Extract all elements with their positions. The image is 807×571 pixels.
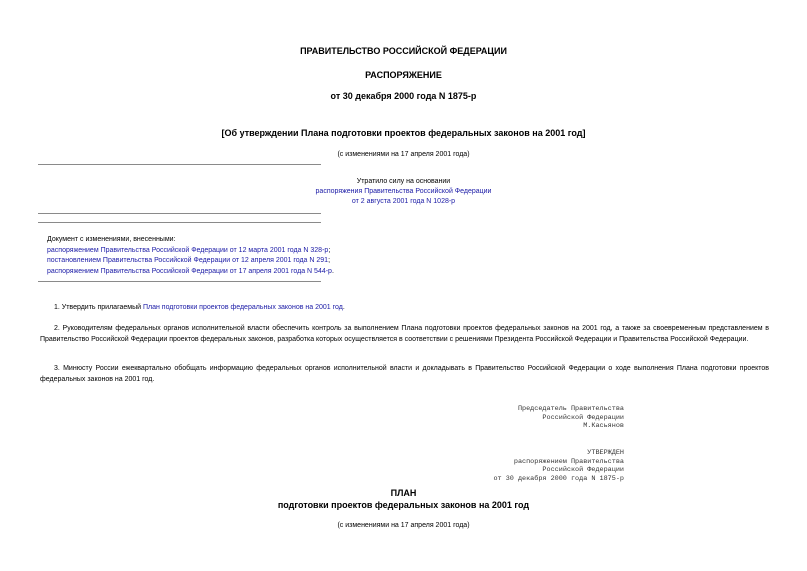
paragraph-3: 3. Минюсту России ежеквартально обобщать информацию федеральных органов исполнительной власти и докладывать в Правительство Российской Федерации о ходе выполнения Плана подготовки проектов федеральных законов на 2001 год. [40,365,769,383]
approval-date: от 30 декабря 2000 года N 1875-р [493,474,624,483]
paragraph-1: 1. Утвердить прилагаемый План подготовки проектов федеральных законов на 2001 год. [54,304,345,311]
validity-link-decree[interactable]: распоряжения Правительства Российской Федерации [315,188,492,195]
approval-block [420,449,624,483]
signature-block [420,405,624,431]
document-type-heading: РАСПОРЯЖЕНИЕ [365,70,442,80]
changes-link[interactable]: распоряжением Правительства Российской Федерации от 17 апреля 2001 года N 544-р [47,267,332,275]
changes-item: распоряжением Правительства Российской Федерации от 12 марта 2001 года N 328-р; [47,246,331,254]
changes-link[interactable]: постановлением Правительства Российской Федерации от 12 апреля 2001 года N 291 [47,257,329,264]
amendment-note: (с изменениями на 17 апреля 2001 года) [337,151,470,158]
government-heading: ПРАВИТЕЛЬСТВО РОССИЙСКОЙ ФЕДЕРАЦИИ [300,46,507,56]
divider [38,213,321,214]
validity-note: Утратило силу на основании [356,178,451,185]
signature-position: Председатель Правительства [517,405,624,413]
document-title: [Об утверждении Плана подготовки проектов федеральных законов на 2001 год] [221,128,586,138]
approval-decree: распоряжением Правительства [513,457,624,466]
paragraph-2: 2. Руководителям федеральных органов исполнительной власти обеспечить контроль за выполнением Плана подготовки проектов федеральных законов на 2001 год, а также за своевременным представлением в Правительство Российской Федерации проектов федеральных законов, разработка которых осуществляется в соответствии с решениями Президента Российской Федерации и Правительства Российской Федерации. [40,325,769,343]
plan-amendment-note: (с изменениями на 17 апреля 2001 года) [337,522,470,529]
document-date-number: от 30 декабря 2000 года N 1875-р [330,91,477,101]
plan-subtitle: подготовки проектов федеральных законов на 2001 год [277,500,530,510]
changes-item: постановлением Правительства Российской Федерации от 12 апреля 2001 года N 291; [47,257,331,264]
plan-link[interactable]: План подготовки проектов федеральных законов на 2001 год [142,304,343,311]
changes-item: распоряжением Правительства Российской Федерации от 17 апреля 2001 года N 544-р. [47,267,334,275]
plan-title: ПЛАН [390,488,417,498]
changes-intro: Документ с изменениями, внесенными: [47,236,176,243]
signature-country: Российской Федерации [542,413,624,422]
approval-label: УТВЕРЖДЕН [587,449,624,457]
signature-name: М.Касьянов [583,422,624,431]
changes-block [47,235,334,277]
divider [38,164,321,165]
validity-link-date[interactable]: от 2 августа 2001 года N 1028-р [351,198,456,205]
approval-country: Российской Федерации [542,466,624,475]
changes-link[interactable]: распоряжением Правительства Российской Федерации от 12 марта 2001 года N 328-р [47,246,329,254]
divider [38,222,321,223]
divider [38,281,321,282]
